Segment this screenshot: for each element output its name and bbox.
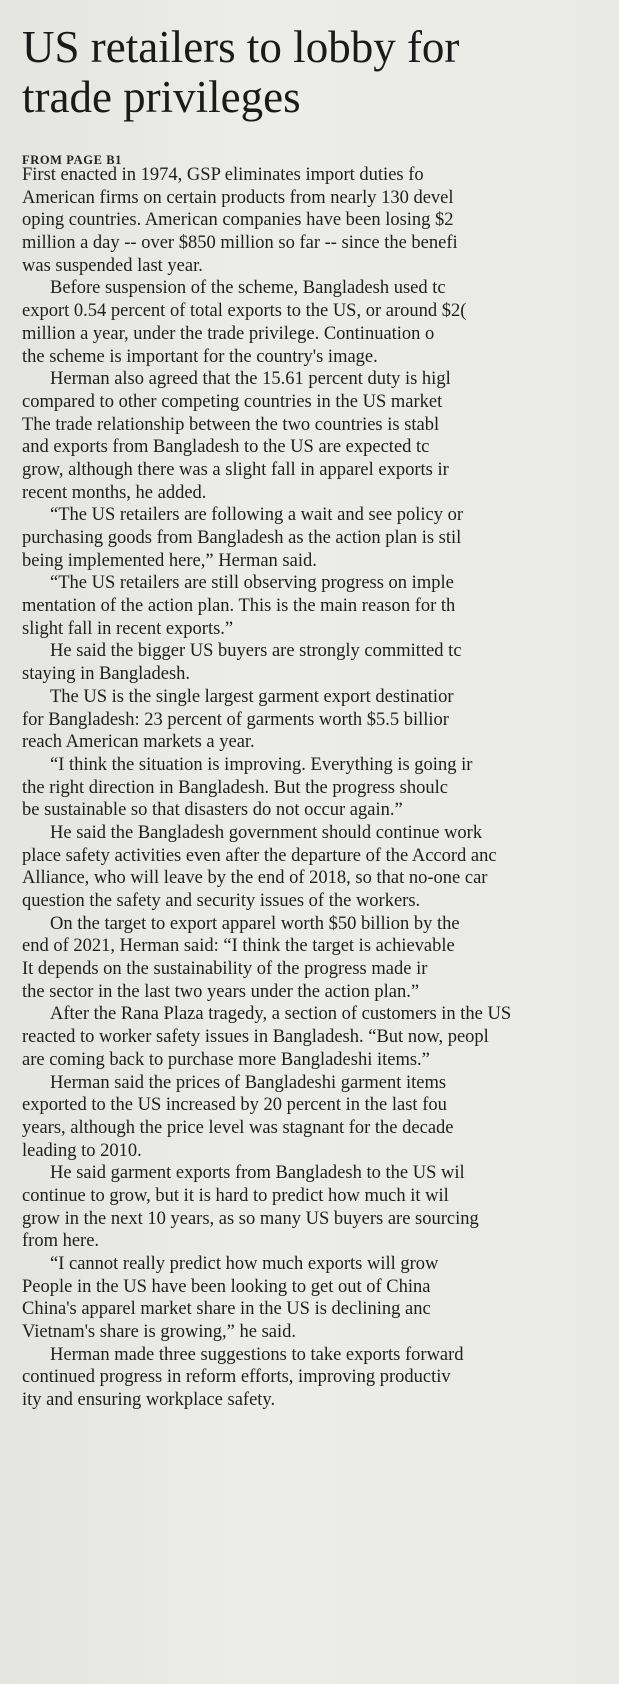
text-line: was suspended last year. xyxy=(22,255,203,276)
article-paragraph xyxy=(22,640,619,685)
text-line: The trade relationship between the two countries is stabl xyxy=(22,414,440,435)
text-line: the sector in the last two years under the action plan.” xyxy=(22,981,420,1002)
text-line: place safety activities even after the departure of the Accord anc xyxy=(22,845,497,866)
text-line: continued progress in reform efforts, improving productiv xyxy=(22,1367,451,1388)
text-line: American firms on certain products from nearly 130 devel xyxy=(22,187,454,208)
text-line: Alliance, who will leave by the end of 2018, so that no-one car xyxy=(22,868,488,889)
article-paragraph xyxy=(22,504,619,572)
article-headline xyxy=(22,22,619,122)
text-line: grow in the next 10 years, as so many US buyers are sourcing xyxy=(22,1208,479,1229)
article-paragraph xyxy=(22,277,619,368)
text-line: oping countries. American companies have been losing $2 xyxy=(22,210,454,231)
text-line: question the safety and security issues of the workers. xyxy=(22,891,421,911)
article-paragraph xyxy=(22,822,619,913)
text-line: export 0.54 percent of total exports to the US, or around $2( xyxy=(22,301,467,322)
text-line: million a day -- over $850 million so far -- since the benefi xyxy=(22,233,458,254)
text-line: First enacted in 1974, GSP eliminates import duties fo xyxy=(22,165,424,185)
text-line: Herman said the prices of Bangladeshi garment items xyxy=(50,1072,447,1093)
text-line: compared to other competing countries in the US market xyxy=(22,391,443,412)
text-line: mentation of the action plan. This is the main reason for th xyxy=(22,596,456,617)
text-line: grow, although there was a slight fall in apparel exports ir xyxy=(22,459,449,480)
text-line: “I cannot really predict how much exports will grow xyxy=(50,1254,439,1274)
text-line: end of 2021, Herman said: “I think the target is achievable xyxy=(22,936,455,957)
text-line: staying in Bangladesh. xyxy=(22,664,191,685)
text-line: “The US retailers are following a wait and see policy or xyxy=(50,505,464,526)
text-line: Herman made three suggestions to take exports forward xyxy=(50,1344,464,1365)
text-line: The US is the single largest garment export destinatior xyxy=(50,686,454,707)
text-line: million a year, under the trade privilege. Continuation o xyxy=(22,323,435,344)
text-line: He said garment exports from Bangladesh to the US wil xyxy=(50,1163,465,1184)
article-paragraph xyxy=(22,572,619,640)
text-line: being implemented here,” Herman said. xyxy=(22,550,317,571)
text-line: and exports from Bangladesh to the US are expected tc xyxy=(22,437,430,458)
text-line: It depends on the sustainability of the progress made ir xyxy=(22,959,428,980)
text-line: Before suspension of the scheme, Bangladesh used tc xyxy=(50,278,446,299)
text-line: ity and ensuring workplace safety. xyxy=(22,1390,276,1411)
text-line: exported to the US increased by 20 percent in the last fou xyxy=(22,1095,447,1116)
article-paragraph xyxy=(22,1162,619,1253)
headline-line: trade privileges xyxy=(22,72,301,122)
text-line: years, although the price level was stagnant for the decade xyxy=(22,1117,454,1138)
article-paragraph xyxy=(22,1253,619,1344)
article-paragraph xyxy=(22,913,619,1004)
article-paragraph xyxy=(22,368,619,504)
article-paragraph xyxy=(22,1072,619,1163)
text-line: “The US retailers are still observing progress on imple xyxy=(50,573,454,594)
text-line: After the Rana Plaza tragedy, a section of customers in the US xyxy=(50,1004,512,1025)
article-body xyxy=(22,164,619,1412)
article-paragraph xyxy=(22,1003,619,1071)
text-line: continue to grow, but it is hard to predict how much it wil xyxy=(22,1185,449,1206)
text-line: from here. xyxy=(22,1231,100,1252)
text-line: On the target to export apparel worth $50 billion by the xyxy=(50,913,460,934)
text-line: Herman also agreed that the 15.61 percent duty is higl xyxy=(50,369,451,390)
text-line: the scheme is important for the country's image. xyxy=(22,346,378,367)
continuation-label: FROM PAGE B1 xyxy=(22,153,123,167)
text-line: “I think the situation is improving. Everything is going ir xyxy=(50,754,473,775)
text-line: slight fall in recent exports.” xyxy=(22,618,234,639)
text-line: purchasing goods from Bangladesh as the action plan is stil xyxy=(22,528,462,548)
text-line: for Bangladesh: 23 percent of garments worth $5.5 billior xyxy=(22,709,449,730)
article-paragraph xyxy=(22,754,619,822)
text-line: the right direction in Bangladesh. But the progress shoulc xyxy=(22,777,448,798)
text-line: reach American markets a year. xyxy=(22,732,255,753)
text-line: be sustainable so that disasters do not occur again.” xyxy=(22,800,403,821)
text-line: recent months, he added. xyxy=(22,482,207,503)
text-line: He said the Bangladesh government should continue work xyxy=(50,822,483,843)
text-line: reacted to worker safety issues in Bangladesh. “But now, peopl xyxy=(22,1027,489,1048)
text-line: are coming back to purchase more Bangladeshi items.” xyxy=(22,1049,430,1070)
article-paragraph xyxy=(22,1344,619,1412)
text-line: China's apparel market share in the US is declining anc xyxy=(22,1299,431,1320)
article-paragraph xyxy=(22,164,619,277)
text-line: He said the bigger US buyers are strongly committed tc xyxy=(50,641,462,662)
article-paragraph xyxy=(22,686,619,754)
text-line: leading to 2010. xyxy=(22,1140,142,1161)
text-line: People in the US have been looking to get out of China xyxy=(22,1276,431,1297)
headline-line: US retailers to lobby for xyxy=(22,22,460,72)
text-line: Vietnam's share is growing,” he said. xyxy=(22,1322,297,1343)
